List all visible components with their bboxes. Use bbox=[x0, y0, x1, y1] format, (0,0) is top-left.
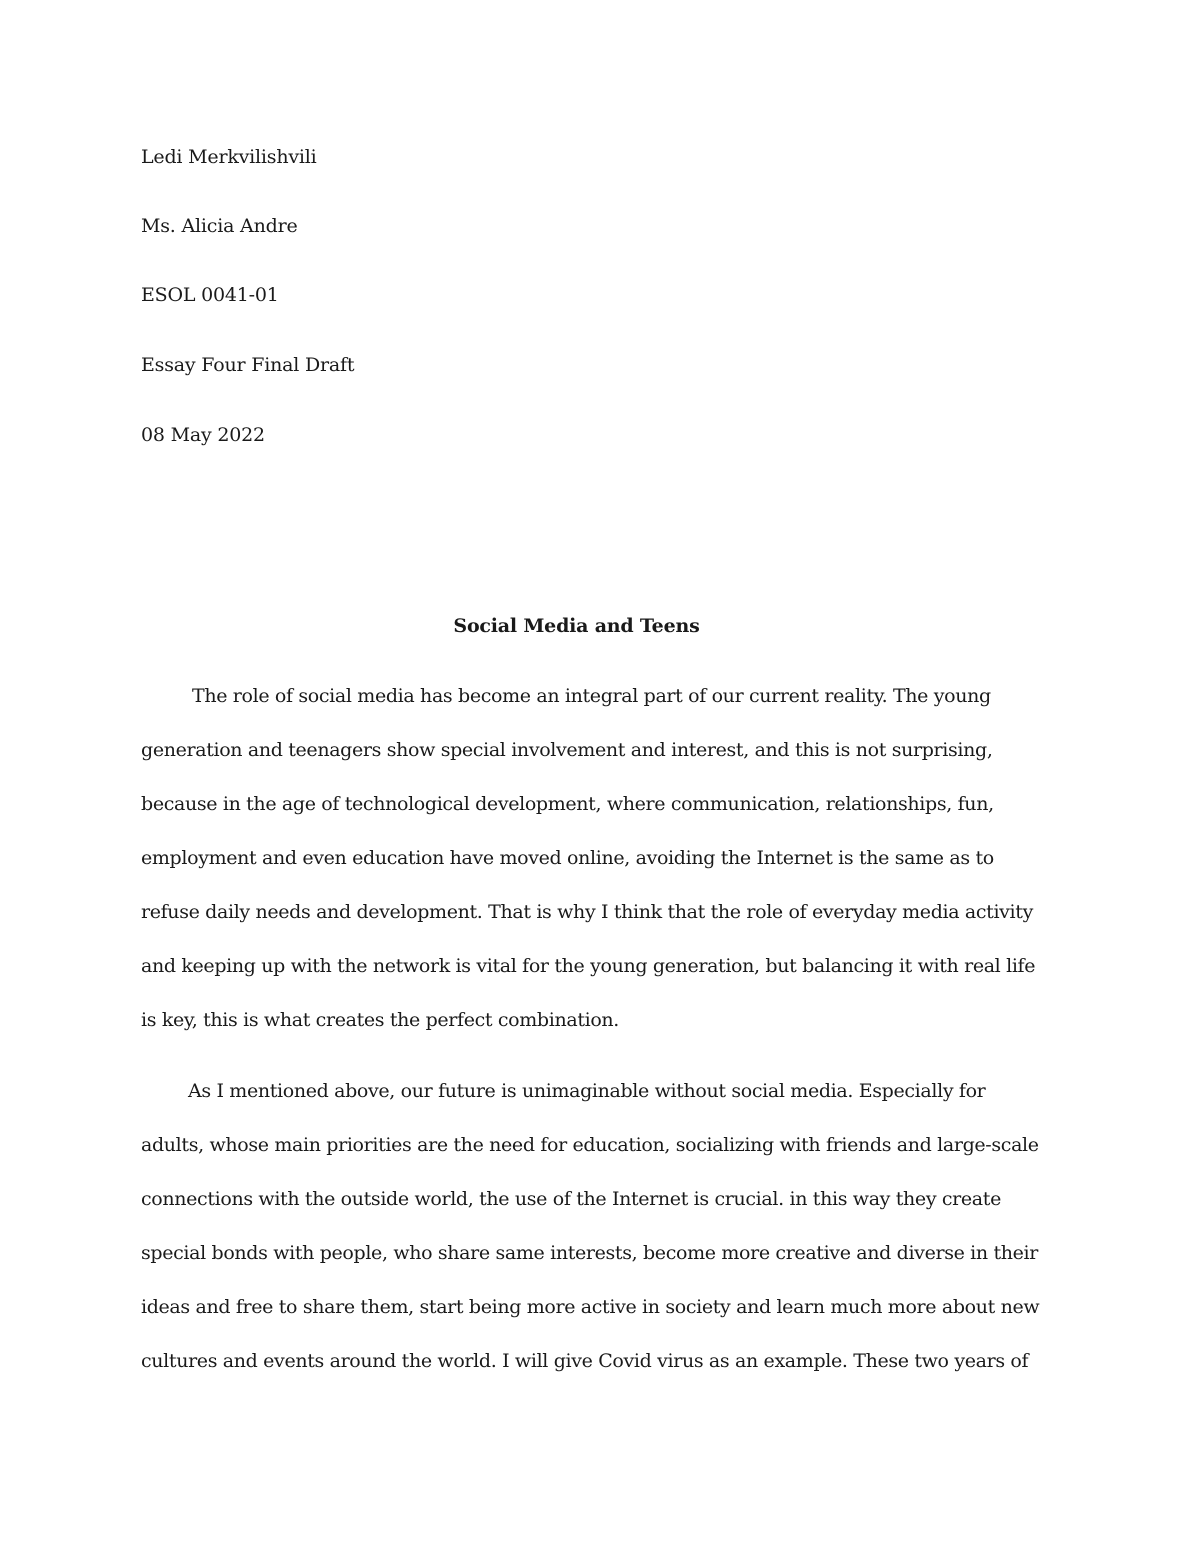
paragraph-line: The role of social media has become an integral part of our current reality. The young bbox=[192, 685, 991, 707]
essay-title: Social Media and Teens bbox=[453, 615, 700, 637]
assignment-name: Essay Four Final Draft bbox=[141, 354, 355, 376]
course-code: ESOL 0041-01 bbox=[141, 284, 279, 306]
instructor-name: Ms. Alicia Andre bbox=[141, 215, 298, 237]
paragraph-line: refuse daily needs and development. That is why I think that the role of everyday media activity bbox=[141, 901, 1033, 923]
paragraph-line: special bonds with people, who share same interests, become more creative and diverse in their bbox=[141, 1242, 1039, 1264]
paragraph-line: adults, whose main priorities are the need for education, socializing with friends and large-scale bbox=[141, 1134, 1039, 1156]
paragraph-line: generation and teenagers show special involvement and interest, and this is not surprising, bbox=[141, 739, 993, 761]
paragraph-line: and keeping up with the network is vital for the young generation, but balancing it with real life bbox=[141, 955, 1036, 977]
paragraph-line: is key, this is what creates the perfect combination. bbox=[141, 1009, 620, 1031]
paragraph-line: cultures and events around the world. I will give Covid virus as an example. These two years of bbox=[141, 1350, 1029, 1372]
paragraph-line: because in the age of technological development, where communication, relationships, fun, bbox=[141, 793, 994, 815]
submission-date: 08 May 2022 bbox=[141, 424, 265, 446]
student-name: Ledi Merkvilishvili bbox=[141, 146, 317, 168]
paragraph-line: ideas and free to share them, start being more active in society and learn much more about new bbox=[141, 1296, 1040, 1318]
paragraph-line: connections with the outside world, the use of the Internet is crucial. in this way they create bbox=[141, 1188, 1001, 1210]
paragraph-line: employment and even education have moved online, avoiding the Internet is the same as to bbox=[141, 847, 994, 869]
paragraph-line: As I mentioned above, our future is unimaginable without social media. Especially for bbox=[188, 1080, 986, 1102]
